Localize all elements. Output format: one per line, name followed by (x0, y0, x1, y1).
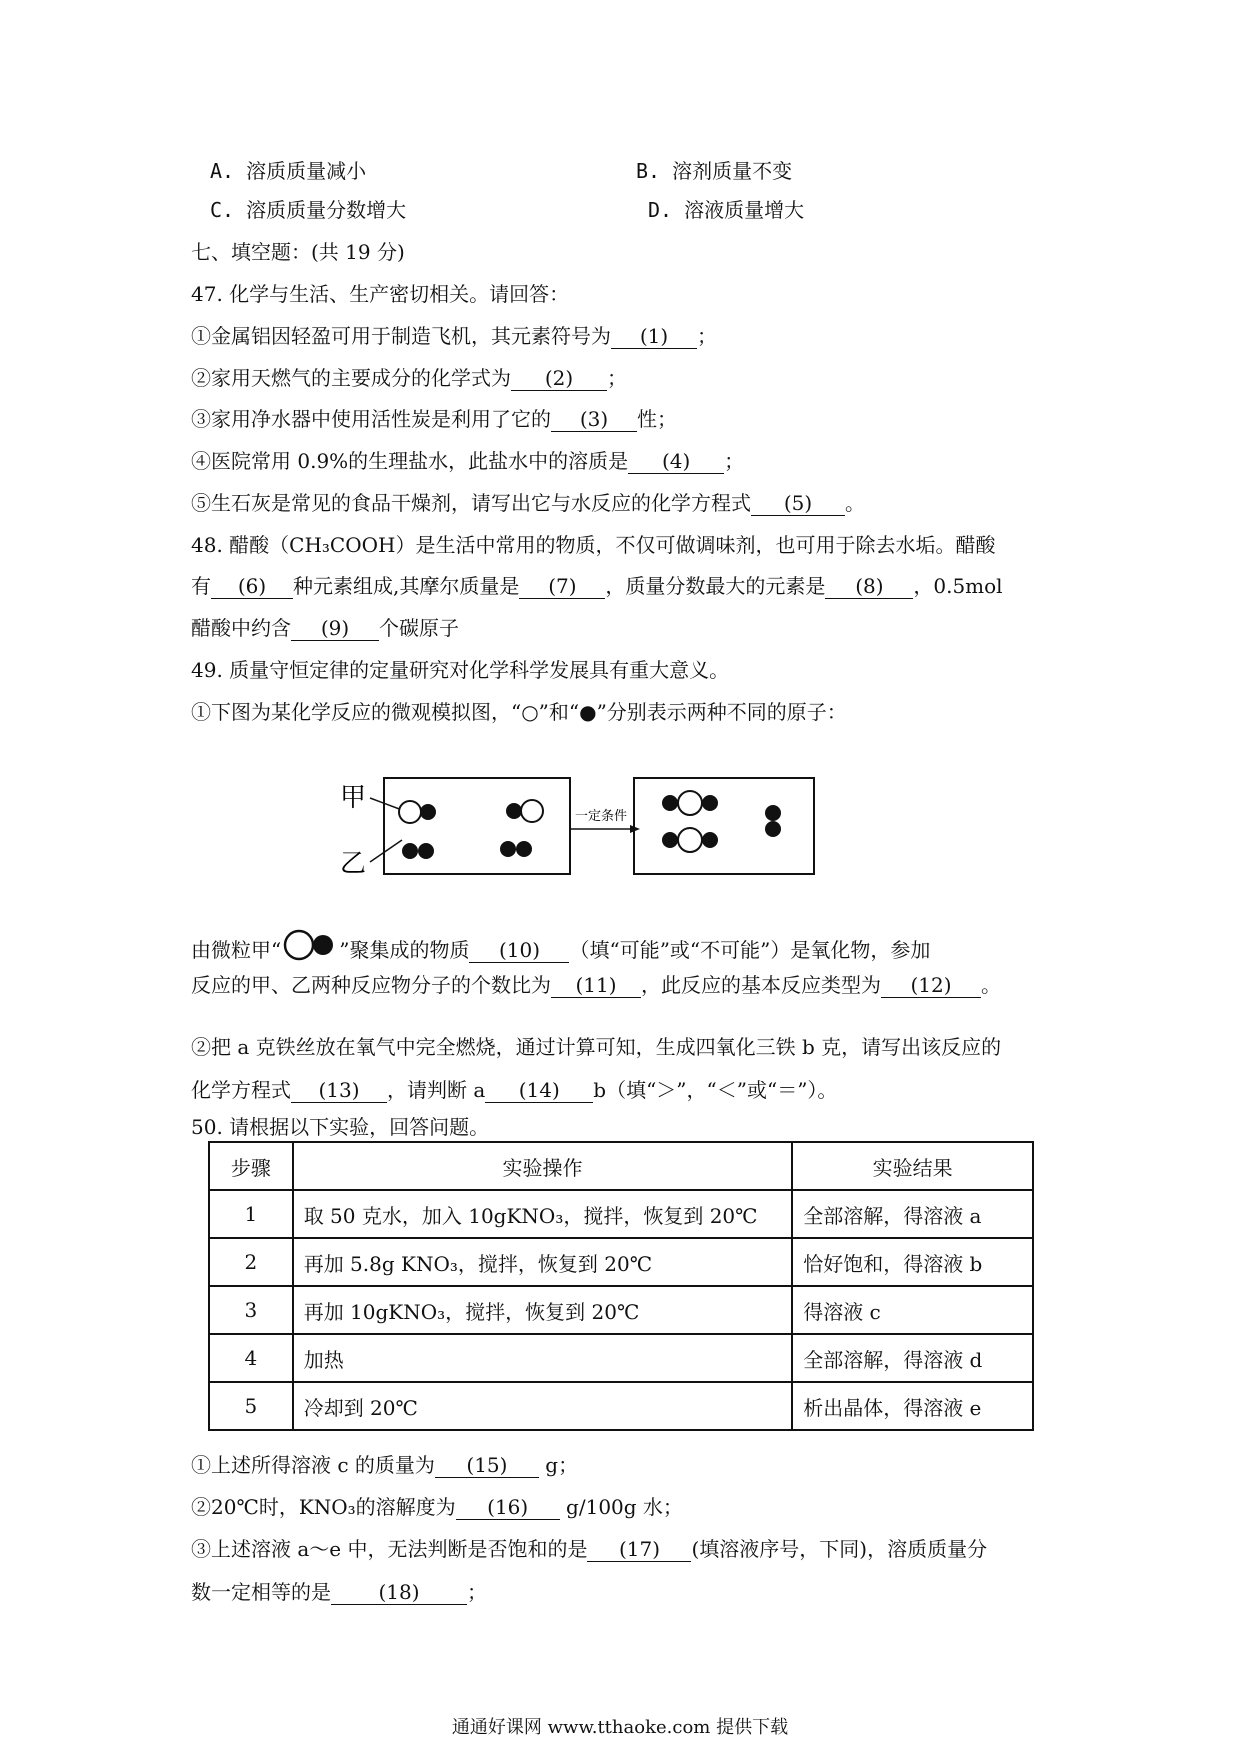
q49-line-4: 反应的甲、乙两种反应物分子的个数比为 (11) ，此反应的基本反应类型为 (12) 。 (191, 973, 1001, 997)
blank-11[interactable]: (11) (551, 973, 641, 998)
section-title: 七、填空题：(共 19 分) (191, 240, 405, 264)
option-b: B. 溶剂质量不变 (636, 159, 793, 183)
reactants-box (384, 778, 570, 874)
table-row (209, 1334, 1033, 1382)
table-cell: 5 (209, 1382, 293, 1430)
q47-item-1: ①金属铝因轻盈可用于制造飞机，其元素符号为 (1) ； (191, 324, 717, 348)
q48-line-1: 48. 醋酸（CH₃COOH）是生活中常用的物质，不仅可做调味剂，也可用于除去水垢。醋酸 (191, 533, 996, 557)
label-yi: 乙 (340, 849, 367, 879)
table-cell: 全部溶解，得溶液 a (792, 1190, 1033, 1238)
option-c: C. 溶质质量分数增大 (210, 198, 407, 222)
table-row (209, 1382, 1033, 1430)
blank-2[interactable]: (2) (511, 366, 607, 391)
table-cell: 3 (209, 1286, 293, 1334)
products-box (634, 778, 814, 874)
table-header: 实验结果 (792, 1142, 1033, 1190)
footer-credit: 通通好课网 www.tthaoke.com 提供下载 (451, 1717, 789, 1738)
q48-line-3: 醋酸中约含 (9) 个碳原子 (191, 616, 459, 640)
molecule-jia-2 (506, 800, 543, 822)
blank-7[interactable]: (7) (519, 574, 605, 599)
table-row (209, 1238, 1033, 1286)
q50-answer-2: ②20℃时，KNO₃的溶解度为 (16) g/100g 水； (191, 1495, 683, 1519)
blank-15[interactable]: (15) (435, 1453, 539, 1478)
table-cell: 4 (209, 1334, 293, 1382)
arrow-label: 一定条件 (575, 809, 628, 824)
table-cell: 冷却到 20℃ (293, 1382, 793, 1430)
table-cell: 加热 (293, 1334, 793, 1382)
blank-13[interactable]: (13) (291, 1078, 387, 1103)
table-cell: 得溶液 c (792, 1286, 1033, 1334)
molecule-jia (399, 801, 436, 823)
blank-5[interactable]: (5) (751, 491, 845, 516)
blank-16[interactable]: (16) (456, 1495, 560, 1520)
table-cell: 1 (209, 1190, 293, 1238)
q47-item-4: ④医院常用 0.9%的生理盐水，此盐水中的溶质是 (4) ； (191, 449, 745, 473)
molecule-yi-2 (500, 841, 532, 857)
molecule-yi (402, 843, 434, 859)
blank-12[interactable]: (12) (881, 973, 981, 998)
product-molecule-3 (765, 805, 781, 837)
q49-line-3: 由微粒甲“ ”聚集成的物质 (10) （填“可能”或“不可能”）是氧化物，参加 (191, 927, 930, 964)
product-molecule-2 (662, 828, 718, 852)
product-molecule-1 (662, 791, 718, 815)
experiment-table (208, 1141, 1034, 1431)
q50-answer-4: 数一定相等的是 (18) ； (191, 1580, 487, 1604)
blank-9[interactable]: (9) (291, 616, 379, 641)
table-cell: 2 (209, 1238, 293, 1286)
table-cell: 析出晶体，得溶液 e (792, 1382, 1033, 1430)
option-a: A. 溶质质量减小 (210, 159, 367, 183)
blank-3[interactable]: (3) (551, 407, 637, 432)
q47-stem: 47. 化学与生活、生产密切相关。请回答： (191, 282, 570, 306)
q49-intro: ①下图为某化学反应的微观模拟图，“○”和“●”分别表示两种不同的原子： (191, 700, 847, 724)
q50-stem: 50. 请根据以下实验，回答问题。 (191, 1115, 490, 1139)
table-row (209, 1190, 1033, 1238)
q49-line-5: ②把 a 克铁丝放在氧气中完全燃烧，通过计算可知，生成四氧化三铁 b 克，请写出该反应的 (191, 1035, 1002, 1059)
q48-line-2: 有 (6) 种元素组成,其摩尔质量是 (7) ，质量分数最大的元素是 (8) ，0.5mol (191, 574, 1003, 598)
blank-4[interactable]: (4) (628, 449, 724, 474)
blank-10[interactable]: (10) (469, 938, 569, 963)
table-header: 实验操作 (293, 1142, 793, 1190)
q47-item-3: ③家用净水器中使用活性炭是利用了它的 (3) 性； (191, 407, 677, 431)
table-cell: 再加 10gKNO₃，搅拌，恢复到 20℃ (293, 1286, 793, 1334)
reaction-diagram (330, 770, 820, 882)
table-cell: 再加 5.8g KNO₃，搅拌，恢复到 20℃ (293, 1238, 793, 1286)
particle-jia-icon (281, 927, 339, 963)
blank-17[interactable]: (17) (587, 1537, 691, 1562)
q50-answer-1: ①上述所得溶液 c 的质量为 (15) g； (191, 1453, 579, 1477)
label-jia: 甲 (340, 783, 367, 813)
table-row (209, 1286, 1033, 1334)
blank-6[interactable]: (6) (211, 574, 293, 599)
table-header-row (209, 1142, 1033, 1190)
table-cell: 全部溶解，得溶液 d (792, 1334, 1033, 1382)
q49-stem: 49. 质量守恒定律的定量研究对化学科学发展具有重大意义。 (191, 658, 730, 682)
table-cell: 恰好饱和，得溶液 b (792, 1238, 1033, 1286)
blank-18[interactable]: (18) (331, 1580, 467, 1605)
q47-item-2: ②家用天燃气的主要成分的化学式为 (2) ； (191, 366, 627, 390)
table-cell: 取 50 克水，加入 10gKNO₃，搅拌，恢复到 20℃ (293, 1190, 793, 1238)
blank-8[interactable]: (8) (825, 574, 913, 599)
option-d: D. 溶液质量增大 (648, 198, 805, 222)
q49-line-6: 化学方程式 (13) ，请判断 a (14) b（填“＞”，“＜”或“＝”）。 (191, 1078, 838, 1102)
table-header: 步骤 (209, 1142, 293, 1190)
q47-item-5: ⑤生石灰是常见的食品干燥剂，请写出它与水反应的化学方程式 (5) 。 (191, 491, 865, 515)
blank-1[interactable]: (1) (611, 324, 697, 349)
blank-14[interactable]: (14) (485, 1078, 593, 1103)
q50-answer-3: ③上述溶液 a～e 中，无法判断是否饱和的是 (17) (填溶液序号，下同)，溶质质量分 (191, 1537, 988, 1561)
